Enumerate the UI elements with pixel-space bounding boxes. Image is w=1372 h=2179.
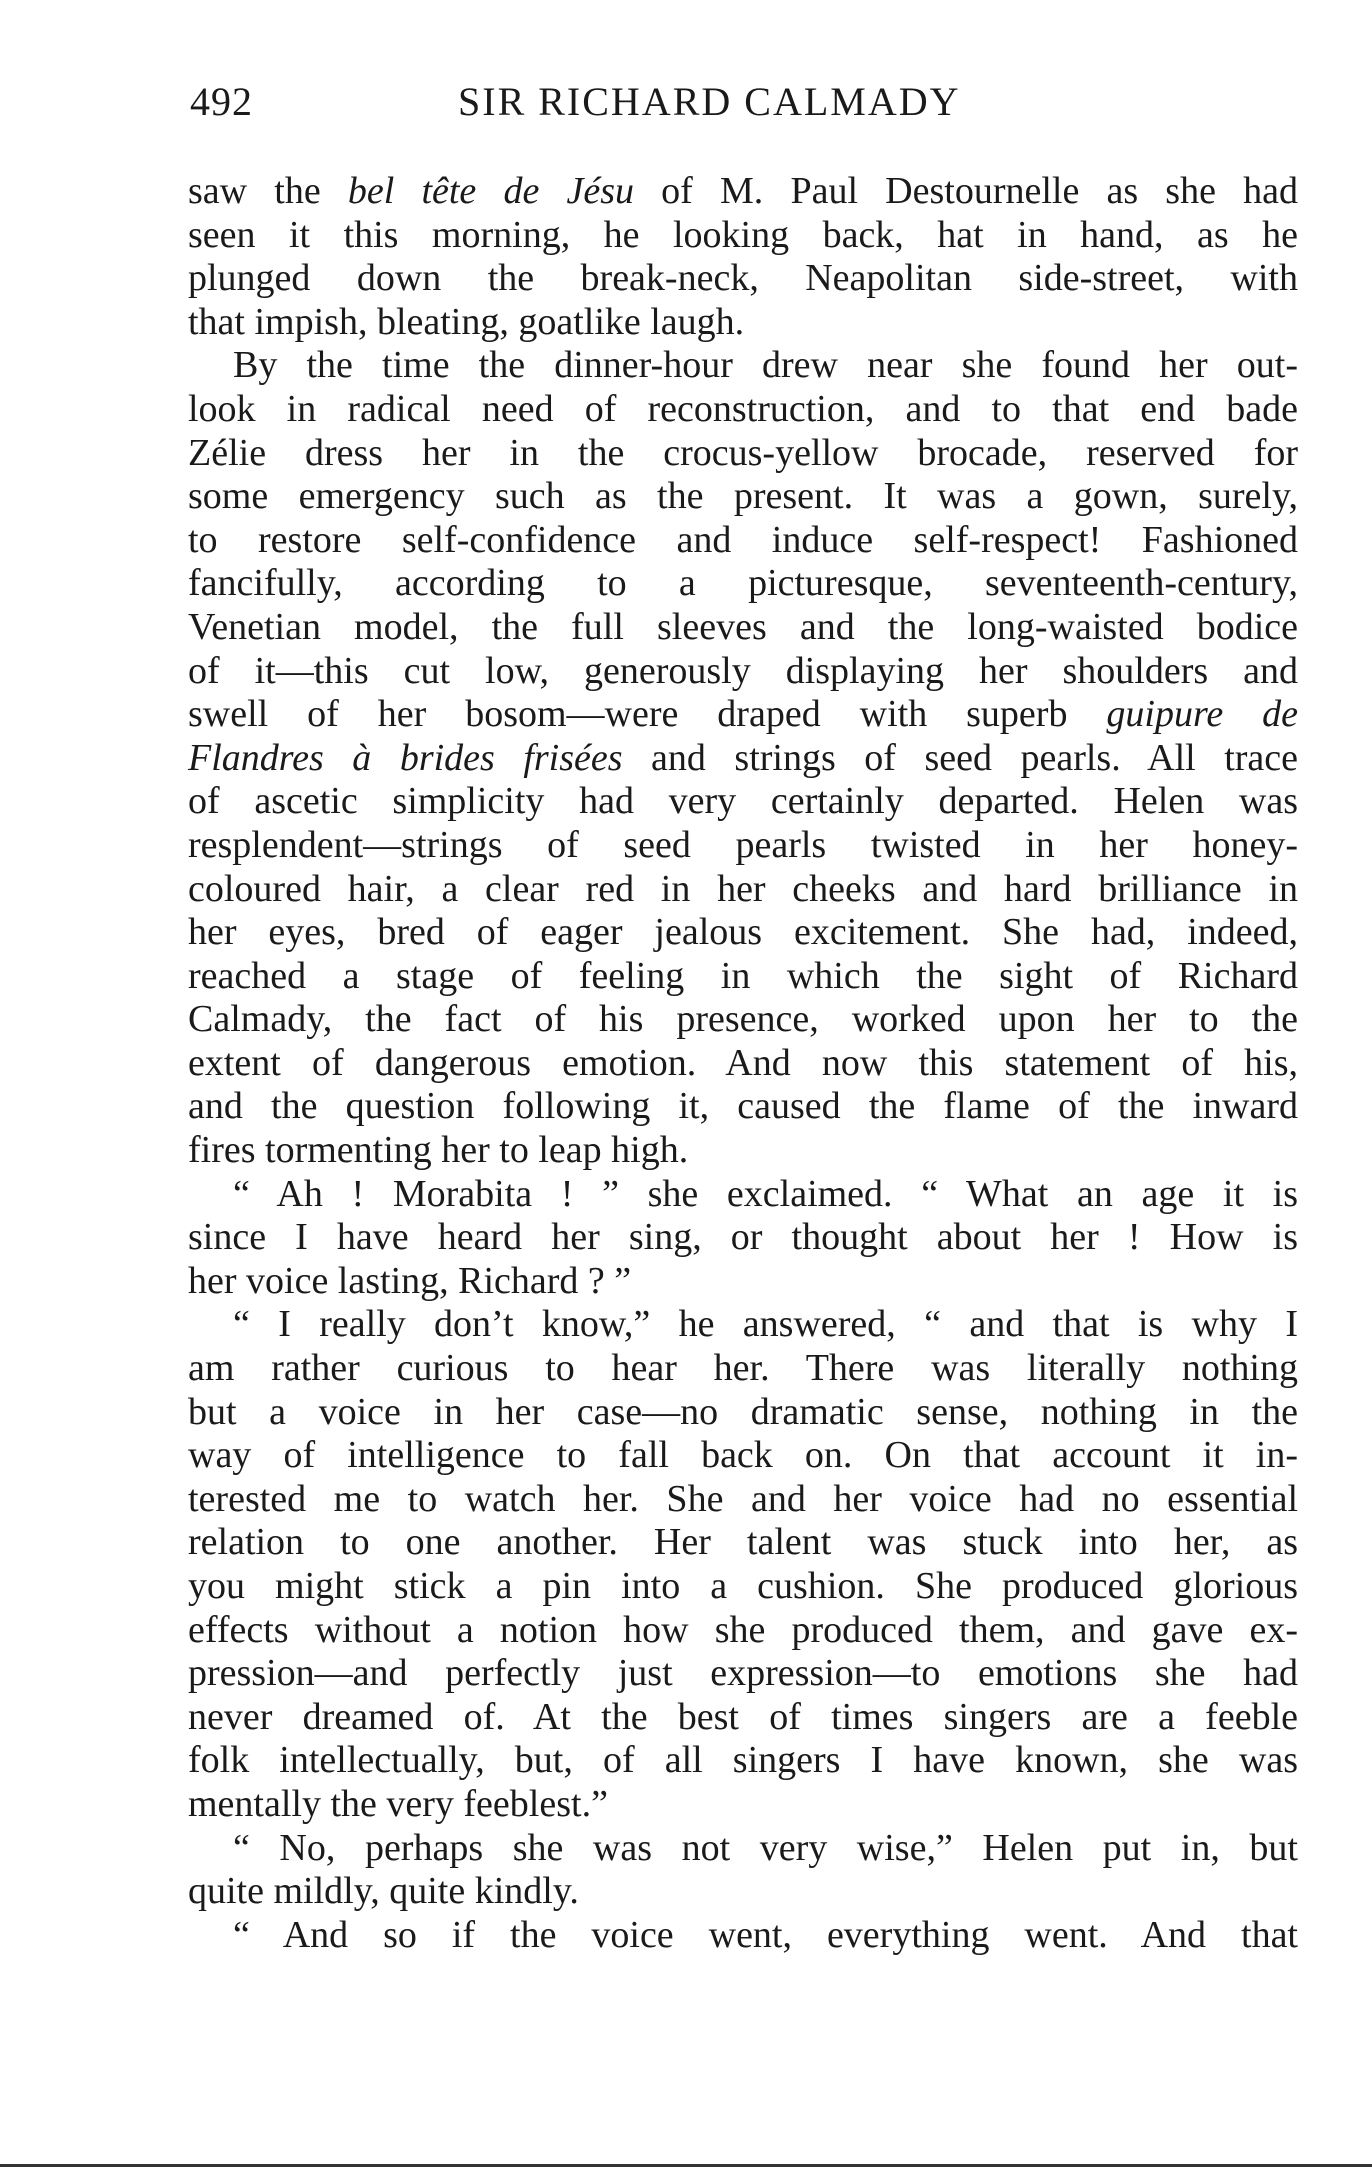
text-line: fires tormenting her to leap high. [188,1129,689,1172]
text-line: quite mildly, quite kindly. [188,1870,579,1913]
text-line: but a voice in her case—no dramatic sense, nothing in the [188,1390,1298,1433]
text-line: resplendent—strings of seed pearls twisted in her honey- [188,823,1298,866]
text-line: Zélie dress her in the crocus-yellow brocade, reserved for [188,431,1298,474]
text-line: swell of her bosom—were draped with superb guipure de [188,693,1298,736]
text-line: “ Ah ! Morabita ! ” she exclaimed. “ What an age it is [233,1172,1298,1215]
text-line: never dreamed of. At the best of times singers are a feeble [188,1695,1298,1738]
text-line: Flandres à brides frisées and strings of seed pearls. All trace [188,736,1299,779]
body-text [188,170,1298,1957]
text-line: seen it this morning, he looking back, hat in hand, as he [188,213,1298,256]
text-line: “ And so if the voice went, everything went. And that [233,1913,1298,1956]
text-line: of ascetic simplicity had very certainly departed. Helen was [188,780,1298,823]
text-line: and the question following it, caused the flame of the inward [188,1085,1298,1128]
text-line: her eyes, bred of eager jealous excitement. She had, indeed, [188,911,1298,954]
text-line: fancifully, according to a picturesque, seventeenth-century, [188,562,1298,605]
text-line: “ No, perhaps she was not very wise,” Helen put in, but [233,1826,1298,1869]
text-line: mentally the very feeblest.” [188,1782,608,1825]
text-line: pression—and perfectly just expression—to emotions she had [188,1652,1298,1695]
text-line: saw the bel tête de Jésu of M. Paul Destournelle as she had [188,170,1298,212]
text-line: “ I really don’t know,” he answered, “ and that is why I [233,1303,1298,1346]
page-number: 492 [190,79,253,124]
text-line: relation to one another. Her talent was stuck into her, as [188,1521,1298,1564]
running-head [190,78,1300,128]
text-line: terested me to watch her. She and her voice had no essential [188,1477,1298,1520]
text-line: effects without a notion how she produced them, and gave ex- [188,1608,1298,1651]
text-line: some emergency such as the present. It was a gown, surely, [188,475,1298,518]
text-line: am rather curious to hear her. There was literally nothing [188,1347,1298,1390]
text-line: reached a stage of feeling in which the sight of Richard [188,954,1298,997]
text-line: to restore self-confidence and induce self-respect! Fashioned [188,518,1298,561]
bottom-edge-rule [0,2164,1372,2167]
text-line: way of intelligence to fall back on. On that account it in- [188,1434,1298,1477]
text-line: coloured hair, a clear red in her cheeks and hard brilliance in [188,867,1298,910]
text-line: since I have heard her sing, or thought about her ! How is [188,1216,1298,1259]
text-line: look in radical need of reconstruction, and to that end bade [188,387,1298,430]
text-line: By the time the dinner-hour drew near she found her out- [233,344,1298,387]
text-line: Calmady, the fact of his presence, worked upon her to the [188,998,1298,1041]
text-line: her voice lasting, Richard ? ” [188,1259,632,1302]
text-line: folk intellectually, but, of all singers I have known, she was [188,1739,1298,1782]
text-line: plunged down the break-neck, Neapolitan side-street, with [188,257,1298,300]
text-line: of it—this cut low, generously displaying her shoulders and [188,649,1298,692]
text-line: you might stick a pin into a cushion. She produced glorious [188,1565,1298,1607]
text-line: extent of dangerous emotion. And now this statement of his, [188,1041,1298,1084]
running-title: SIR RICHARD CALMADY [458,79,961,124]
text-line: that impish, bleating, goatlike laugh. [188,300,745,343]
text-line: Venetian model, the full sleeves and the long-waisted bodice [188,605,1298,648]
